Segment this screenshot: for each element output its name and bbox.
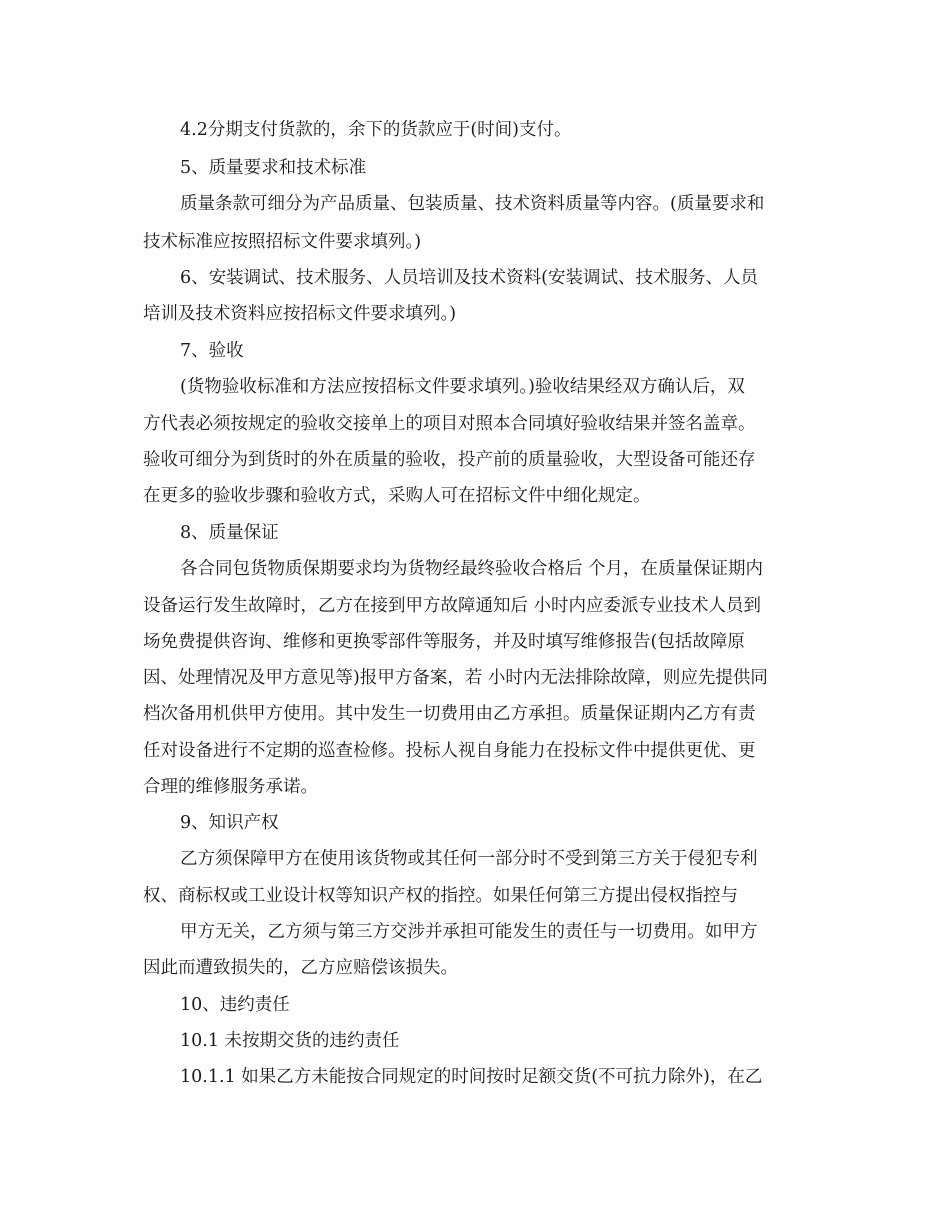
section-5-heading: 5、质量要求和技术标准 [180, 158, 367, 178]
section-8-paragraph-line-6: 任对设备进行不定期的巡查检修。投标人视自身能力在投标文件中提供更优、更 [143, 741, 756, 761]
section-7-paragraph-line-4: 在更多的验收步骤和验收方式，采购人可在招标文件中细化规定。 [143, 486, 651, 506]
section-9-paragraph-line-4: 因此而遭致损失的，乙方应赔偿该损失。 [143, 958, 458, 978]
section-5-paragraph-line-2: 技术标准应按照招标文件要求填列。) [143, 232, 422, 252]
section-8-heading: 8、质量保证 [180, 523, 279, 543]
section-9-paragraph-line-2: 权、商标权或工业设计权等知识产权的指控。如果任何第三方提出侵权指控与 [143, 886, 738, 906]
section-8-paragraph-line-1: 各合同包货物质保期要求均为货物经最终验收合格后 个月，在质量保证期内 [180, 559, 764, 579]
section-7-paragraph-line-3: 验收可细分为到货时的外在质量的验收，投产前的质量验收，大型设备可能还存 [143, 450, 756, 470]
section-10-heading: 10、违约责任 [180, 995, 290, 1015]
clause-4-2-text: 4.2分期支付货款的，余下的货款应于(时间)支付。 [180, 120, 572, 140]
section-5-paragraph-line-1: 质量条款可细分为产品质量、包装质量、技术资料质量等内容。(质量要求和 [180, 194, 765, 214]
section-8-paragraph-line-5: 档次备用机供甲方使用。其中发生一切费用由乙方承担。质量保证期内乙方有责 [143, 704, 756, 724]
section-7-paragraph-line-1: (货物验收标准和方法应按招标文件要求填列。)验收结果经双方确认后，双 [180, 377, 745, 397]
clause-10-1-1-text: 10.1.1 如果乙方未能按合同规定的时间按时足额交货(不可抗力除外)，在乙 [180, 1067, 763, 1087]
section-7-heading: 7、验收 [180, 341, 244, 361]
section-9-paragraph-line-3: 甲方无关，乙方须与第三方交涉并承担可能发生的责任与一切费用。如甲方 [180, 922, 758, 942]
section-9-paragraph-line-1: 乙方须保障甲方在使用该货物或其任何一部分时不受到第三方关于侵犯专利 [180, 849, 758, 869]
section-8-paragraph-line-4: 因、处理情况及甲方意见等)报甲方备案，若 小时内无法排除故障，则应先提供同 [143, 668, 768, 688]
section-6-heading-line-1: 6、安装调试、技术服务、人员培训及技术资料(安装调试、技术服务、人员 [180, 268, 758, 288]
section-8-paragraph-line-2: 设备运行发生故障时，乙方在接到甲方故障通知后 小时内应委派专业技术人员到 [143, 596, 762, 616]
section-9-heading: 9、知识产权 [180, 813, 279, 833]
section-8-paragraph-line-3: 场免费提供咨询、维修和更换零部件等服务，并及时填写维修报告(包括故障原 [143, 632, 745, 652]
section-7-paragraph-line-2: 方代表必须按规定的验收交接单上的项目对照本合同填好验收结果并签名盖章。 [143, 414, 756, 434]
section-8-paragraph-line-7: 合理的维修服务承诺。 [143, 777, 318, 797]
clause-10-1-heading: 10.1 未按期交货的违约责任 [180, 1031, 400, 1051]
section-6-heading-line-2: 培训及技术资料应按招标文件要求填列。) [143, 304, 457, 324]
